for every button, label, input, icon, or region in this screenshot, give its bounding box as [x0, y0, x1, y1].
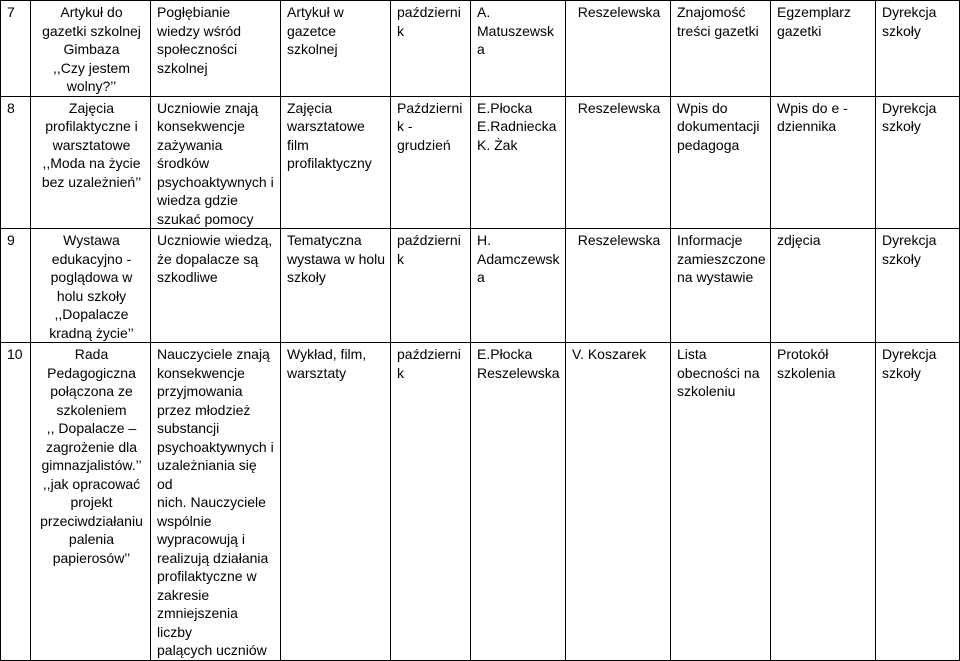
coordinator-cell: Reszelewska	[566, 96, 671, 229]
documentation-cell: Protokół szkolenia	[771, 343, 876, 661]
persons-cell: H. Adamczewska	[471, 229, 566, 343]
coordinator-cell: V. Koszarek	[566, 343, 671, 661]
date-cell: październi k	[391, 1, 471, 97]
table-row	[1, 1, 960, 97]
supervision-cell: Dyrekcja szkoły	[876, 1, 960, 97]
documentation-cell: Wpis do e - dziennika	[771, 96, 876, 229]
topic-cell: Wystawa edukacyjno - poglądowa w holu szkoły ,,Dopalacze kradną życie’’	[31, 229, 151, 343]
goal-cell: Uczniowie znają konsekwencje zażywania środków psychoaktywnych i wiedza gdzie szukać pomocy	[151, 96, 281, 229]
supervision-cell: Dyrekcja szkoły	[876, 343, 960, 661]
row-number: 7	[1, 1, 31, 97]
evaluation-cell: Lista obecności na szkoleniu	[671, 343, 771, 661]
form-cell: Wykład, film, warsztaty	[281, 343, 391, 661]
evaluation-cell: Znajomość treści gazetki	[671, 1, 771, 97]
topic-cell: Zajęcia profilaktyczne i warsztatowe ,,Moda na życie bez uzależnień’’	[31, 96, 151, 229]
date-cell: październi k	[391, 343, 471, 661]
table-row	[1, 343, 960, 661]
date-cell: październi k	[391, 229, 471, 343]
supervision-cell: Dyrekcja szkoły	[876, 229, 960, 343]
goal-cell: Uczniowie wiedzą, że dopalacze są szkodliwe	[151, 229, 281, 343]
persons-cell: A. Matuszewska	[471, 1, 566, 97]
row-number: 8	[1, 96, 31, 229]
form-cell: Tematyczna wystawa w holu szkoły	[281, 229, 391, 343]
goal-cell: Pogłębianie wiedzy wśród społeczności szkolnej	[151, 1, 281, 97]
topic-cell: Rada Pedagogiczna połączona ze szkoleniem ,, Dopalacze – zagrożenie dla gimnazjalistów.’’ ,,jak opracować projekt przeciwdziałaniu palenia papierosów’’	[31, 343, 151, 661]
table-row	[1, 96, 960, 229]
row-number: 10	[1, 343, 31, 661]
documentation-cell: Egzemplarz gazetki	[771, 1, 876, 97]
coordinator-cell: Reszelewska	[566, 1, 671, 97]
coordinator-cell: Reszelewska	[566, 229, 671, 343]
persons-cell: E.Płocka E.Radniecka K. Żak	[471, 96, 566, 229]
form-cell: Artykuł w gazetce szkolnej	[281, 1, 391, 97]
supervision-cell: Dyrekcja szkoły	[876, 96, 960, 229]
documentation-cell: zdjęcia	[771, 229, 876, 343]
goal-cell: Nauczyciele znają konsekwencje przyjmowania przez młodzież substancji psychoaktywnych i uzależniania się od nich. Nauczyciele wspólnie wypracowują i realizują działania profilaktyczne w zakresie zmniejszenia liczby palących uczniów	[151, 343, 281, 661]
form-cell: Zajęcia warsztatowe film profilaktyczny	[281, 96, 391, 229]
table-row	[1, 229, 960, 343]
date-cell: Październi k - grudzień	[391, 96, 471, 229]
evaluation-cell: Wpis do dokumentacji pedagoga	[671, 96, 771, 229]
topic-cell: Artykuł do gazetki szkolnej Gimbaza ,,Czy jestem wolny?’’	[31, 1, 151, 97]
evaluation-cell: Informacje zamieszczone na wystawie	[671, 229, 771, 343]
persons-cell: E.Płocka Reszelewska	[471, 343, 566, 661]
row-number: 9	[1, 229, 31, 343]
